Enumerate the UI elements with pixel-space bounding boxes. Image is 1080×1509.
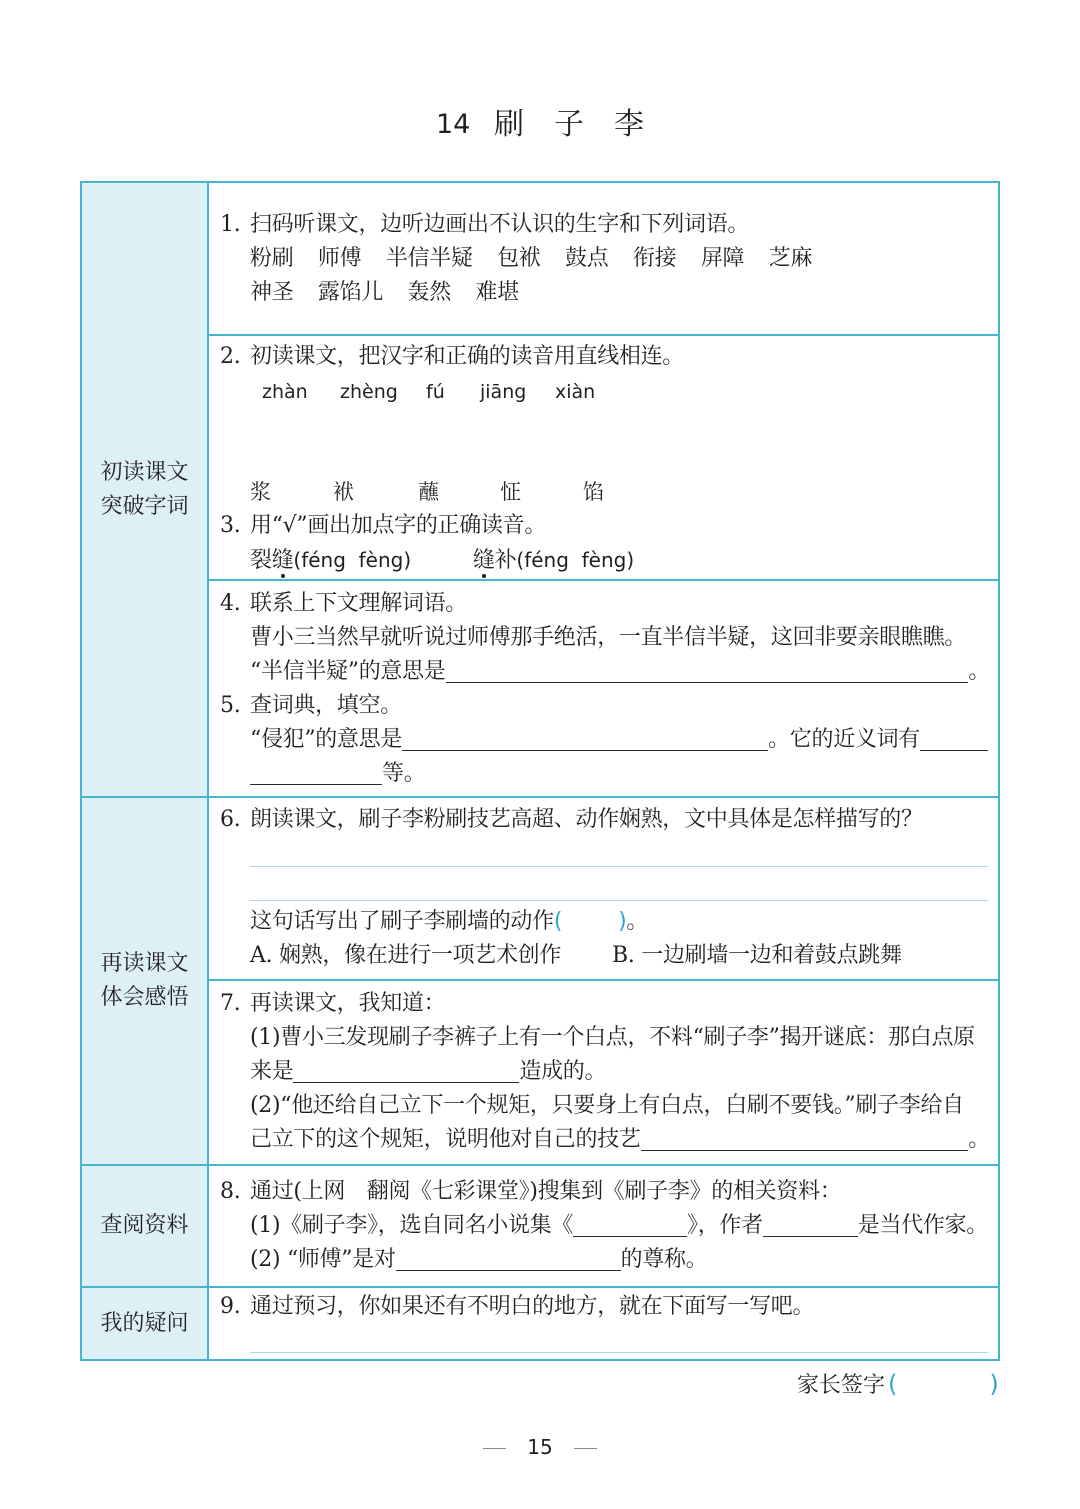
section-divider xyxy=(80,1164,1000,1166)
question-number: 6. xyxy=(220,807,241,832)
section-label-line: 查阅资料 xyxy=(100,1213,189,1238)
parent-signature xyxy=(797,1367,999,1401)
title-char: 刷 xyxy=(494,107,524,142)
section-label-first-reading xyxy=(82,182,207,797)
vocab-word: 芝麻 xyxy=(768,246,813,271)
row-divider xyxy=(208,979,1000,981)
section-label-line: 再读课文 xyxy=(100,951,189,976)
section-label-second-reading xyxy=(82,797,207,1165)
vocab-word: 鼓点 xyxy=(565,246,609,271)
row-divider xyxy=(208,334,1000,336)
vocab-word: 轰然 xyxy=(407,280,451,305)
question-text: 朗读课文，刷子李粉刷技艺高超、动作娴熟，文中具体是怎样描写的？ xyxy=(250,807,923,832)
column-divider xyxy=(207,181,209,1361)
q6-choice-stem xyxy=(250,905,648,939)
signature-paren-close: ) xyxy=(989,1370,999,1398)
answer-blank xyxy=(573,1209,687,1237)
q1-prompt xyxy=(220,208,749,242)
answer-blank xyxy=(396,1243,621,1271)
title-char: 李 xyxy=(614,107,644,142)
question-text: 通过(上网 翻阅《七彩课堂》)搜集到《刷子李》的相关资料： xyxy=(250,1179,842,1204)
fill-text: 。它的近义词有 xyxy=(768,727,920,752)
answer-paren-open: ( xyxy=(553,909,563,934)
hanzi-option: 馅 xyxy=(583,480,604,504)
question-number: 4. xyxy=(220,591,241,616)
hanzi-option: 浆 xyxy=(250,480,271,504)
question-text: 再读课文，我知道： xyxy=(250,991,446,1016)
vocab-word: 屏障 xyxy=(700,246,745,271)
q7-part2-fill xyxy=(250,1123,990,1157)
section-label-line: 初读课文 xyxy=(100,459,189,485)
fill-text: 造成的。 xyxy=(519,1059,607,1084)
fill-text: 的尊称。 xyxy=(620,1247,708,1272)
dotted-char: 缝 xyxy=(473,544,495,578)
question-text: 初读课文，把汉字和正确的读音用直线相连。 xyxy=(250,344,685,369)
word-part: 补 xyxy=(494,548,517,573)
q5-prompt xyxy=(220,689,402,723)
fill-text: “半信半疑”的意思是 xyxy=(250,659,446,684)
question-text: 扫码听课文，边听边画出不认识的生字和下列词语。 xyxy=(250,212,750,237)
section-label-research xyxy=(82,1165,207,1287)
page-number-dash xyxy=(483,1448,506,1449)
pinyin-option: zhèng xyxy=(340,381,398,403)
vocab-word: 衔接 xyxy=(632,246,677,271)
q7-part1-text: (1)曹小三发现刷子李裤子上有一个白点，不料“刷子李”揭开谜底：那白点原 xyxy=(250,1025,975,1050)
q5-fill-line xyxy=(250,757,425,791)
q4-fill-line xyxy=(250,655,990,689)
writing-line xyxy=(250,1352,988,1353)
vocab-word: 粉刷 xyxy=(250,246,294,271)
question-text: 通过预习，你如果还有不明白的地方，就在下面写一写吧。 xyxy=(250,1294,815,1319)
pinyin-option: zhàn xyxy=(262,381,308,403)
section-divider xyxy=(80,1286,1000,1288)
signature-paren-open: ( xyxy=(888,1370,898,1398)
question-text: 用“√”画出加点字的正确读音。 xyxy=(250,513,547,538)
hanzi-option: 蘸 xyxy=(418,480,439,504)
q8-part2-fill xyxy=(250,1243,707,1277)
question-number: 5. xyxy=(220,693,241,718)
q2-prompt xyxy=(220,340,684,374)
fill-text: 是当代作家。 xyxy=(857,1213,988,1238)
fill-text: “侵犯”的意思是 xyxy=(250,727,403,752)
section-label-line: 我的疑问 xyxy=(100,1310,189,1336)
hanzi-option: 怔 xyxy=(500,480,521,504)
vocab-word: 师傅 xyxy=(317,246,362,271)
vocab-word: 难堪 xyxy=(475,280,519,305)
choice-text: 。 xyxy=(626,909,649,934)
answer-blank xyxy=(920,723,988,751)
pronunciation-options: (féng fèng) xyxy=(293,548,412,572)
q6-prompt xyxy=(220,803,923,837)
question-number: 8. xyxy=(220,1179,241,1204)
fill-text: 来是 xyxy=(250,1059,294,1084)
title-char: 子 xyxy=(554,107,584,142)
question-number: 9. xyxy=(220,1294,241,1319)
answer-paren-close: ) xyxy=(618,909,627,934)
fill-text: 己立下的这个规矩，说明他对自己的技艺 xyxy=(250,1127,641,1152)
question-number: 2. xyxy=(220,344,241,369)
question-number: 1. xyxy=(220,212,241,237)
q6-option-b: B. 一边刷墙一边和着鼓点跳舞 xyxy=(612,943,902,968)
lesson-number: 14 xyxy=(436,109,471,140)
question-number: 3. xyxy=(220,513,241,538)
dotted-char: 缝 xyxy=(272,544,294,578)
pronunciation-options: (féng fèng) xyxy=(516,548,635,572)
answer-blank xyxy=(293,1055,519,1083)
pinyin-option: jiāng xyxy=(480,381,527,403)
question-text: 联系上下文理解词语。 xyxy=(250,591,468,616)
pinyin-option: xiàn xyxy=(555,381,596,403)
vocab-word: 露馅儿 xyxy=(317,280,384,305)
section-label-questions xyxy=(82,1287,207,1360)
q7-prompt xyxy=(220,987,445,1021)
q7-part1-fill xyxy=(250,1055,606,1089)
q7-part2-text: (2)“他还给自己立下一个规矩，只要身上有白点，白刷不要钱。”刷子李给自 xyxy=(250,1093,964,1118)
fill-text: 等。 xyxy=(382,761,426,786)
fill-text: 。 xyxy=(968,1127,990,1152)
section-label-line: 突破字词 xyxy=(100,493,189,519)
writing-line xyxy=(250,900,988,901)
q3-prompt xyxy=(220,509,546,543)
writing-line xyxy=(250,866,988,867)
answer-blank xyxy=(402,723,768,751)
section-divider xyxy=(80,796,1000,798)
page-number: 15 xyxy=(527,1435,553,1459)
page-number-dash xyxy=(574,1448,597,1449)
page-number-footer xyxy=(0,1433,1080,1461)
lesson-title xyxy=(0,104,1080,146)
q1-word-row xyxy=(250,242,837,276)
row-divider xyxy=(208,579,1000,581)
fill-text: (2) “师傅”是对 xyxy=(250,1247,396,1272)
answer-blank xyxy=(763,1209,858,1237)
answer-blank xyxy=(446,655,969,683)
q4-passage: 曹小三当然早就听说过师傅那手绝活，一直半信半疑，这回非要亲眼瞧瞧。 xyxy=(250,625,967,650)
q4-prompt xyxy=(220,587,467,621)
fill-text: 。 xyxy=(968,659,990,684)
word-part: 裂 xyxy=(250,548,272,573)
choice-text: 这句话写出了刷子李刷墙的动作 xyxy=(250,909,554,934)
section-label-line: 体会感悟 xyxy=(100,985,189,1010)
q9-prompt xyxy=(220,1290,814,1324)
question-number: 7. xyxy=(220,991,241,1016)
q3-items xyxy=(250,543,750,577)
parent-signature-label: 家长签字 xyxy=(797,1373,886,1398)
vocab-word: 神圣 xyxy=(250,280,294,305)
q3-item xyxy=(473,543,634,577)
hanzi-option: 袱 xyxy=(333,480,354,504)
pinyin-option: fú xyxy=(426,381,445,403)
fill-text: (1)《刷子李》，选自同名小说集《 xyxy=(250,1213,574,1238)
q3-item xyxy=(250,543,411,577)
q8-part1-fill xyxy=(250,1209,988,1243)
vocab-word: 半信半疑 xyxy=(385,246,473,271)
answer-blank xyxy=(250,757,382,785)
fill-text: 》，作者 xyxy=(687,1213,763,1238)
q8-prompt xyxy=(220,1175,841,1209)
question-text: 查词典，填空。 xyxy=(250,693,402,718)
vocab-word: 包袱 xyxy=(497,246,541,271)
q6-option-a: A. 娴熟，像在进行一项艺术创作 xyxy=(250,943,562,968)
q5-fill-line xyxy=(250,723,988,757)
q1-word-row xyxy=(250,276,543,310)
answer-blank xyxy=(641,1123,969,1151)
